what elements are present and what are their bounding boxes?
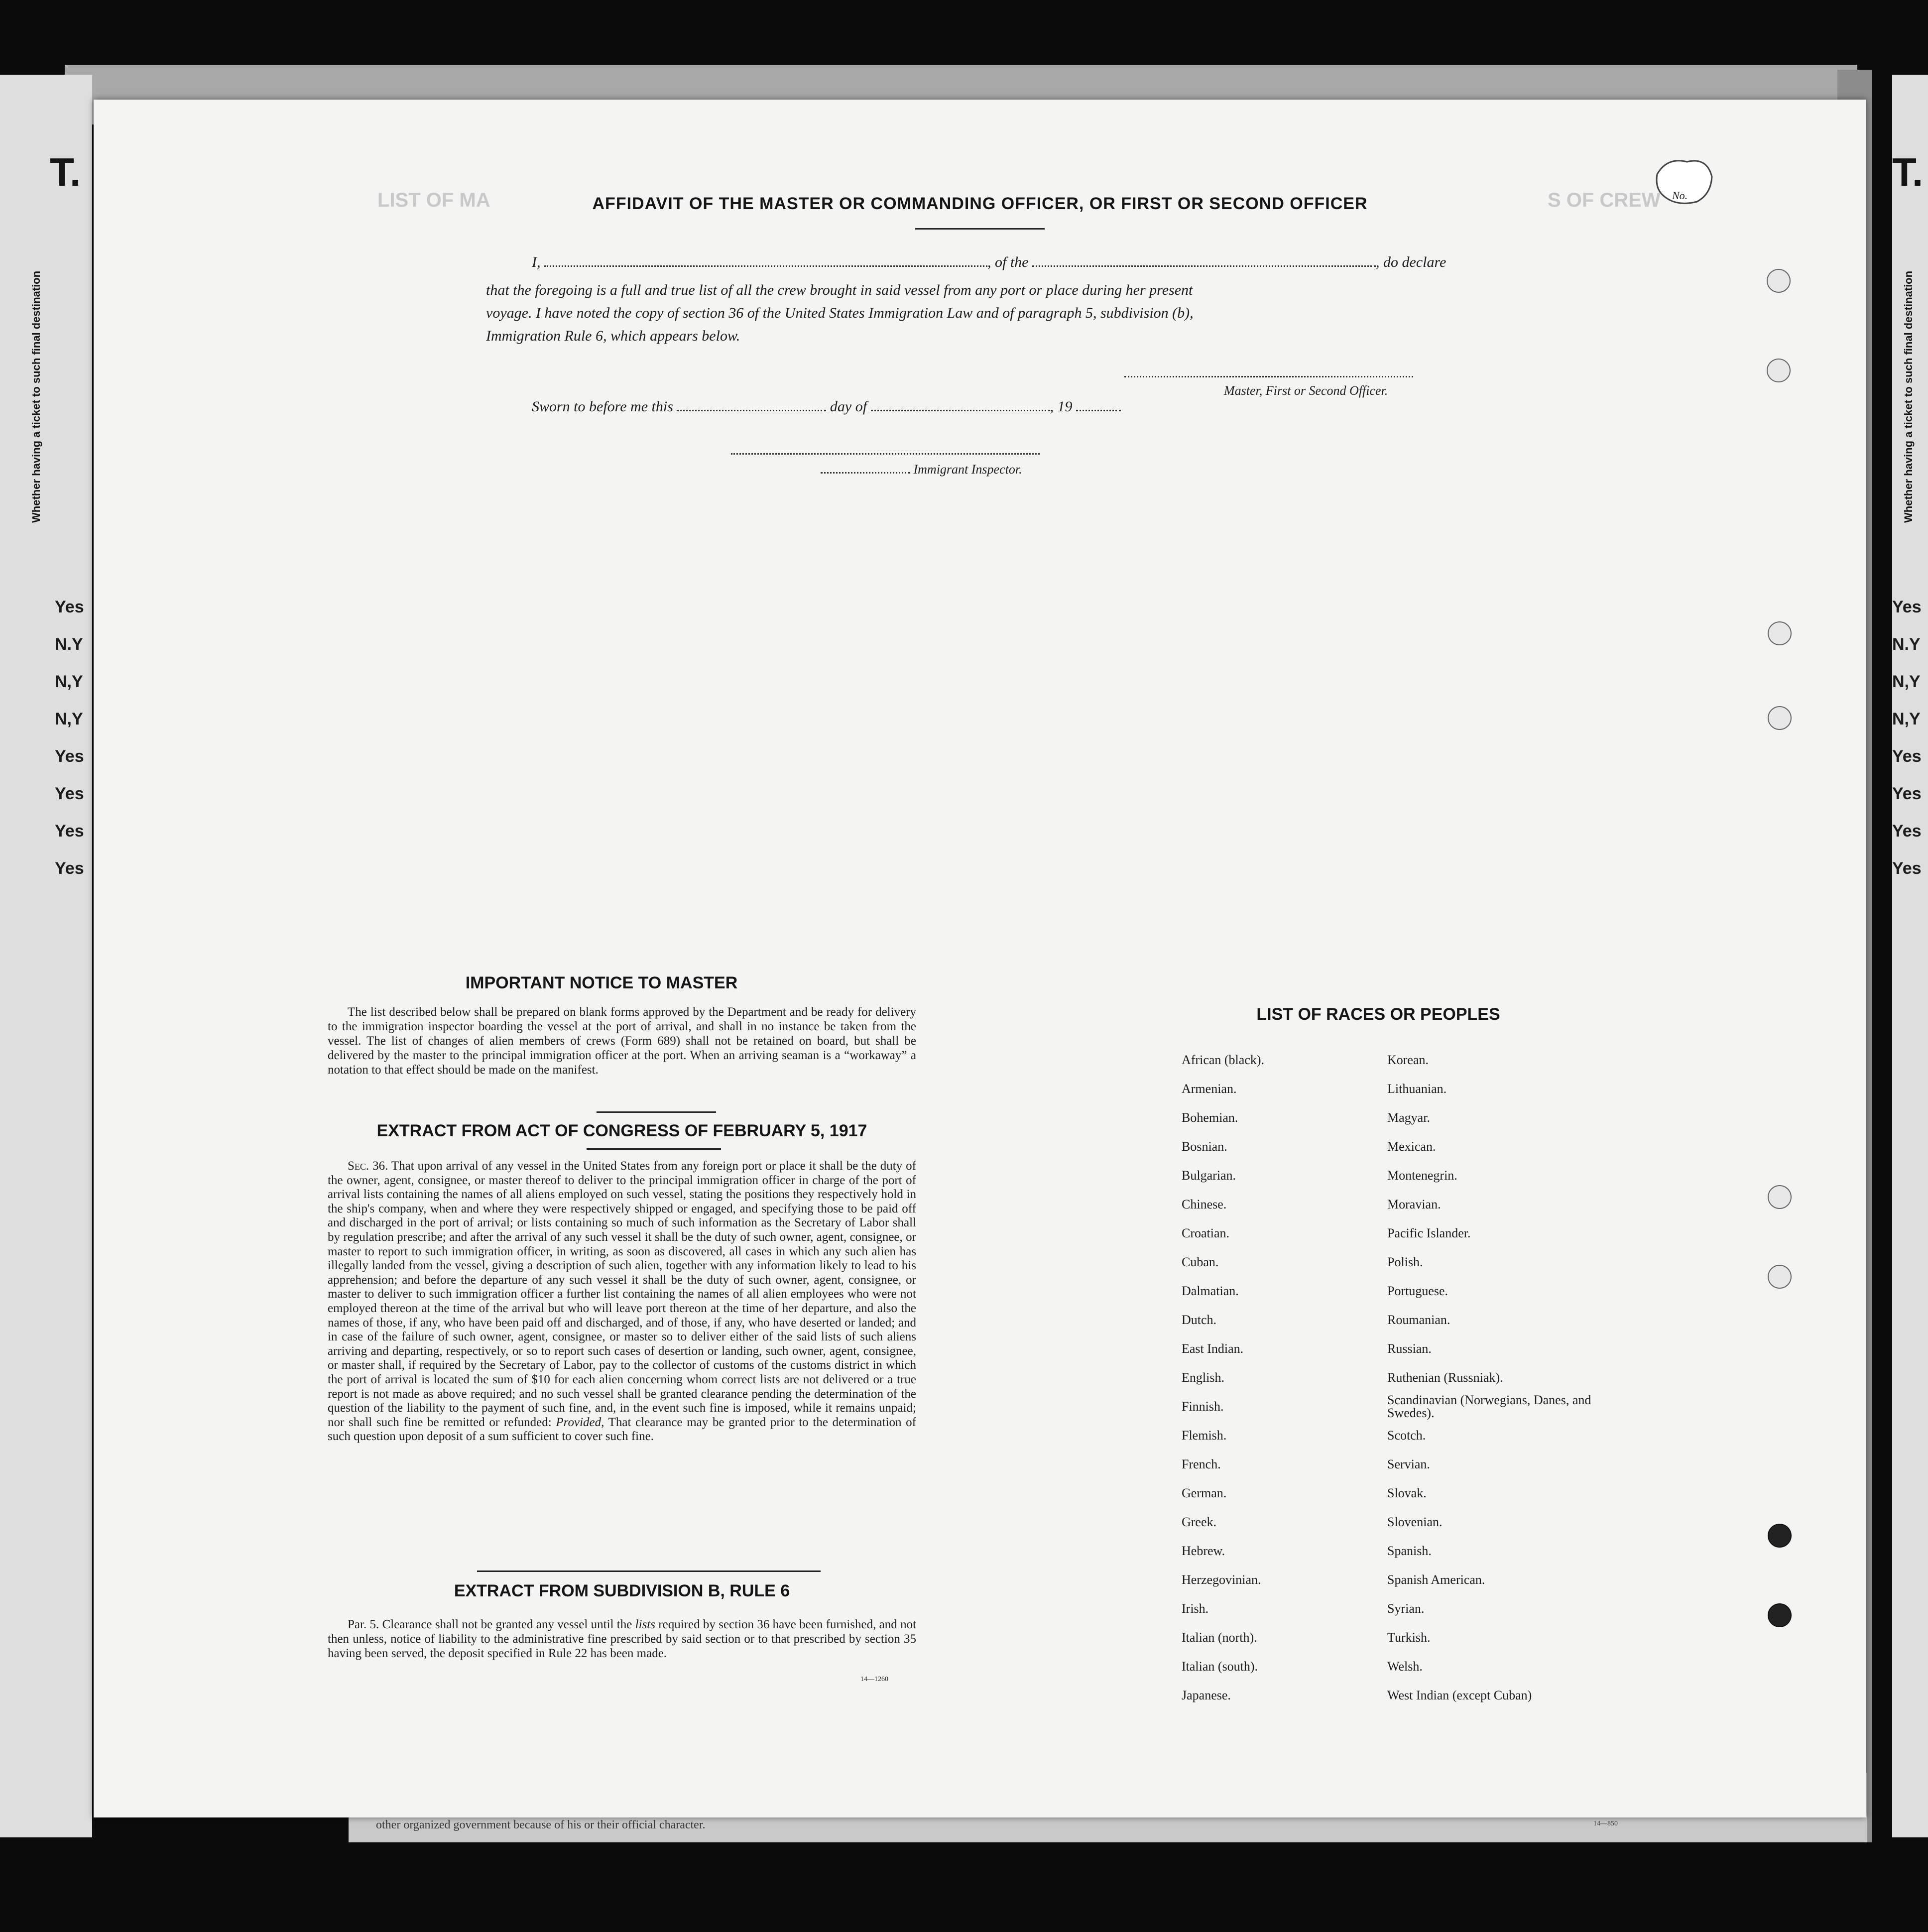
inspector-line	[821, 462, 1022, 477]
act-title-rule	[587, 1148, 721, 1150]
left-strip-entry: Yes	[55, 598, 84, 616]
race-item: Slovak.	[1387, 1486, 1427, 1500]
right-strip-entry: N.Y	[1892, 635, 1921, 654]
race-item: Cuban.	[1182, 1255, 1219, 1269]
race-item: Italian (north).	[1182, 1630, 1257, 1645]
right-strip-entry: Yes	[1892, 822, 1922, 841]
bottom-strip-text: other organized government because of his or their official character.	[376, 1818, 706, 1831]
punch-hole-icon	[1768, 1185, 1792, 1209]
race-item: Dutch.	[1182, 1313, 1217, 1327]
affidavit-line-3: voyage. I have noted the copy of section 36 of the United States Immigration Law and of paragraph 5, subdivision (b),	[486, 305, 1194, 321]
master-signature-line[interactable]	[1124, 376, 1413, 377]
inspector-caption: Immigrant Inspector.	[913, 462, 1022, 477]
race-item: West Indian (except Cuban)	[1387, 1688, 1532, 1702]
races-right-column	[1387, 1046, 1596, 1710]
left-adjacent-strip	[0, 75, 92, 1837]
race-item: Bohemian.	[1182, 1110, 1238, 1125]
punch-hole-icon	[1767, 359, 1791, 382]
vessel-name-field[interactable]	[1032, 265, 1376, 267]
year-label: , 19	[1050, 398, 1073, 415]
sworn-year-field[interactable]	[1076, 410, 1121, 411]
race-item: Pacific Islander.	[1387, 1226, 1471, 1240]
right-strip-entry: Yes	[1892, 747, 1922, 766]
race-item: Scandinavian (Norwegians, Danes, and Swedes).	[1387, 1393, 1591, 1420]
affidavit-title-rule	[915, 228, 1045, 230]
master-signature-caption: Master, First or Second Officer.	[1224, 383, 1388, 398]
notice-body	[328, 1005, 916, 1077]
document-page	[94, 100, 1866, 1817]
race-item: Japanese.	[1182, 1688, 1231, 1702]
race-item: Finnish.	[1182, 1399, 1224, 1414]
sworn-day-field[interactable]	[677, 410, 826, 411]
race-item: Greek.	[1182, 1515, 1217, 1529]
left-strip-entry: N.Y	[55, 635, 83, 654]
notice-rule	[597, 1111, 716, 1113]
race-item: African (black).	[1182, 1053, 1265, 1067]
race-item: Syrian.	[1387, 1601, 1425, 1616]
race-item: Dalmatian.	[1182, 1284, 1239, 1298]
races-title: LIST OF RACES OR PEOPLES	[1256, 1005, 1500, 1024]
right-strip-entry: Yes	[1892, 598, 1922, 616]
stamp-number-label: No.	[1672, 189, 1688, 202]
races-left-column	[1182, 1046, 1371, 1710]
rule-form-number: 14—1260	[860, 1676, 888, 1683]
right-strip-entry: Yes	[1892, 784, 1922, 803]
race-item: English.	[1182, 1370, 1224, 1385]
bottom-strip-form-number: 14—850	[1593, 1820, 1618, 1827]
race-item: Russian.	[1387, 1341, 1432, 1356]
rule-title: EXTRACT FROM SUBDIVISION B, RULE 6	[454, 1581, 790, 1600]
affidavit-do-declare-label: , do declare	[1376, 254, 1446, 270]
right-strip-entry: N,Y	[1892, 710, 1921, 728]
race-item: Polish.	[1387, 1255, 1423, 1269]
race-item: Flemish.	[1182, 1428, 1227, 1443]
rule-lists-word: lists	[635, 1618, 655, 1631]
bleed-through-heading: LIST OF MA	[377, 189, 490, 211]
left-strip-entry: N,Y	[55, 710, 83, 728]
notice-title: IMPORTANT NOTICE TO MASTER	[465, 973, 738, 992]
sworn-month-field[interactable]	[871, 410, 1050, 411]
act-rule	[477, 1570, 821, 1572]
race-item: Portuguese.	[1387, 1284, 1448, 1298]
affidavit-i-label: I,	[532, 254, 541, 270]
affidavit-of-the-label: , of the	[987, 254, 1029, 270]
left-strip-entry: Yes	[55, 859, 84, 878]
race-item: Ruthenian (Russniak).	[1387, 1370, 1503, 1385]
left-strip-entry: N,Y	[55, 672, 83, 691]
race-item: Irish.	[1182, 1601, 1209, 1616]
race-item: Chinese.	[1182, 1197, 1227, 1211]
inspector-signature-line[interactable]	[731, 453, 1040, 455]
act-body	[328, 1159, 916, 1444]
notice-body-text: The list described below shall be prepared on blank forms approved by the Department and be ready for delivery to the immigration inspector boarding the vessel at the port of arrival, and shall in no instance be taken from the vessel. The list of changes of alien members of crews (Form 689) shall not be retained on board, but shall be delivered by the master to the principal immigration officer at the port. When an arriving seaman is a “workaway” a notation to that effect should be made on the manifest.	[328, 1005, 916, 1077]
race-item: Spanish American.	[1387, 1572, 1485, 1587]
race-item: Korean.	[1387, 1053, 1429, 1067]
left-strip-vertical-label: Whether having a ticket to such final destination	[30, 270, 42, 523]
act-provided-label: Provided,	[556, 1415, 604, 1429]
race-item: Mexican.	[1387, 1139, 1436, 1154]
day-of-label: day of	[830, 398, 867, 415]
act-body-text: That upon arrival of any vessel in the United States from any foreign port or place it shall be the duty of the owner, agent, consignee, or master thereof to deliver to the principal immigration officer in charge of the port of arrival lists containing the names of all aliens employed on such vessel, stating the positions they respectively hold in the ship's company, when and where they were respectively shipped or engaged, and specifying those to be paid off and discharged in the port of arrival; or lists containing so much of such information as the Secretary of Labor shall by regulation prescribe; and after the arrival of any such vessel it shall be the duty of such owner, agent, consignee, or master to report to such immigration officer, in writing, as soon as discovered, all cases in which any such alien has illegally landed from the vessel, giving a description of such alien, together with any information likely to lead to his apprehension; and before the departure of any such vessel it shall be the duty of such owner, agent, consignee, or master to deliver to such immigration officer a further list containing the names of all alien employees who were not employed thereon at the time of the arrival but who will leave port thereon at the time of her departure, and also the names of those, if any, who have been paid off and discharged, and of those, if any, who have deserted or landed; and in case of the failure of such owner, agent, consignee, or master so to deliver either of the said lists of such aliens arriving and departing, respectively, or so to report such cases of desertion or landing, such owner, agent, consignee, or master shall, if required by the Secretary of Labor, pay to the collector of customs of the customs district in which the port of arrival is located the sum of $10 for each alien concerning whom correct lists are not delivered or a true report is not made as above required; and no such vessel shall be granted clearance pending the determination of the question of the liability to the payment of such fine, and, in the event such fine is imposed, while it remains unpaid; nor shall such fine be remitted or refunded:	[328, 1159, 917, 1429]
race-item: Croatian.	[1182, 1226, 1230, 1240]
right-strip-letters: T.	[1892, 150, 1924, 194]
right-strip-vertical-label: Whether having a ticket to such final destination	[1902, 270, 1915, 523]
race-item: Slovenian.	[1387, 1515, 1443, 1529]
race-item: Bulgarian.	[1182, 1168, 1236, 1183]
race-item: Bosnian.	[1182, 1139, 1227, 1154]
right-strip-entry: Yes	[1892, 859, 1922, 878]
race-item: Lithuanian.	[1387, 1082, 1447, 1096]
race-item: French.	[1182, 1457, 1221, 1471]
act-tail-text: That clearance may be granted prior to the determination of such question upon deposit of a sum sufficient to cover such fine.	[328, 1415, 917, 1444]
act-section-label: Sec. 36.	[348, 1159, 388, 1173]
act-title: EXTRACT FROM ACT OF CONGRESS OF FEBRUARY 5, 1917	[376, 1121, 867, 1140]
right-adjacent-strip	[1892, 75, 1928, 1837]
master-name-field[interactable]	[544, 265, 987, 267]
punch-hole-icon	[1768, 1524, 1792, 1548]
race-item: Moravian.	[1387, 1197, 1441, 1211]
punch-hole-icon	[1768, 621, 1792, 645]
punch-hole-icon	[1768, 706, 1792, 730]
affidavit-title: AFFIDAVIT OF THE MASTER OR COMMANDING OFFICER, OR FIRST OR SECOND OFFICER	[592, 194, 1368, 213]
affidavit-line-2: that the foregoing is a full and true list of all the crew brought in said vessel from any port or place during her present	[486, 282, 1193, 298]
affidavit-line-4: Immigration Rule 6, which appears below.	[486, 328, 740, 344]
rule-body	[328, 1617, 916, 1661]
race-item: Turkish.	[1387, 1630, 1431, 1645]
right-strip-entry: N,Y	[1892, 672, 1921, 691]
left-strip-letters: T.	[50, 150, 81, 194]
race-item: East Indian.	[1182, 1341, 1244, 1356]
race-item: Hebrew.	[1182, 1544, 1225, 1558]
right-strip-entries	[1892, 598, 1928, 896]
left-strip-entry: Yes	[55, 747, 84, 766]
race-item: Italian (south).	[1182, 1659, 1258, 1674]
race-item: Spanish.	[1387, 1544, 1432, 1558]
race-item: Scotch.	[1387, 1428, 1426, 1443]
punch-hole-icon	[1767, 269, 1791, 293]
race-item: Armenian.	[1182, 1082, 1237, 1096]
race-item: Welsh.	[1387, 1659, 1423, 1674]
race-item: Magyar.	[1387, 1110, 1430, 1125]
left-strip-entries	[55, 598, 92, 896]
left-strip-entry: Yes	[55, 822, 84, 841]
race-item: Herzegovinian.	[1182, 1572, 1261, 1587]
inspector-name-dots	[821, 472, 910, 474]
rule-body-post: required by section 36 have been furnished, and not then unless, notice of liability to the administrative fine prescribed by said section or to that prescribed by section 35 having been served, the deposit specified in Rule 22 has been made.	[328, 1618, 917, 1660]
race-item: Montenegrin.	[1387, 1168, 1457, 1183]
race-item: German.	[1182, 1486, 1227, 1500]
sworn-line	[532, 398, 1121, 415]
sworn-label: Sworn to before me this	[532, 398, 673, 415]
rule-body-pre: Par. 5. Clearance shall not be granted any vessel until the	[348, 1618, 632, 1631]
race-item: Servian.	[1387, 1457, 1430, 1471]
affidavit-line-1	[532, 254, 1548, 271]
left-strip-entry: Yes	[55, 784, 84, 803]
bleed-through-heading-right: S OF CREW	[1548, 189, 1661, 211]
punch-hole-icon	[1768, 1265, 1792, 1289]
race-item: Roumanian.	[1387, 1313, 1450, 1327]
punch-hole-icon	[1768, 1603, 1792, 1627]
